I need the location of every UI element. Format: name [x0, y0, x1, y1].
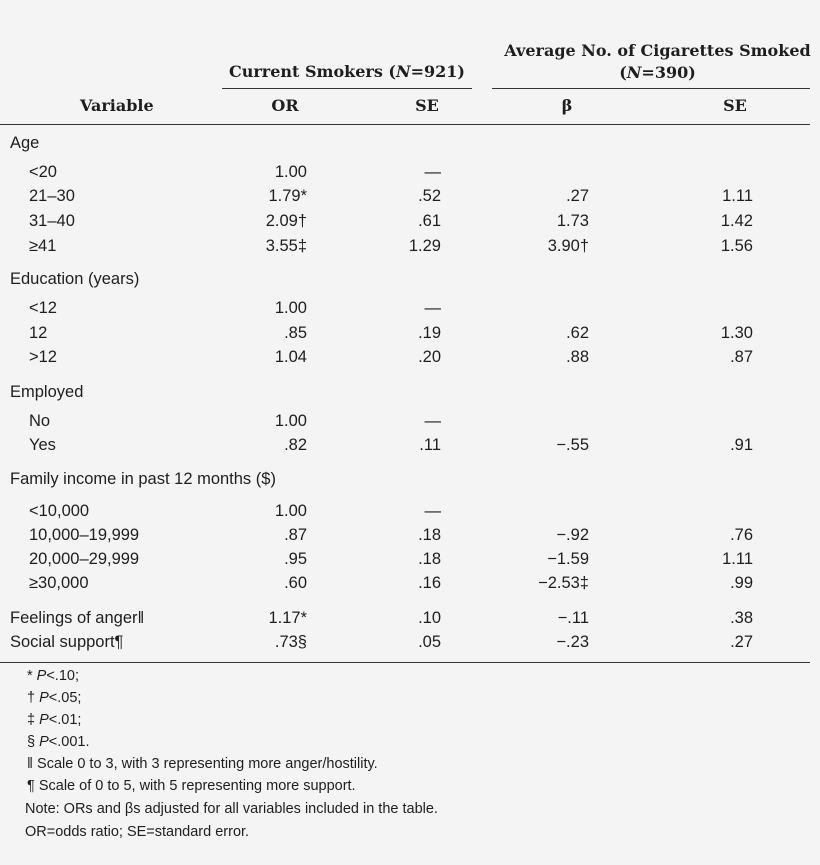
- cell-or: 3.55‡: [265, 237, 307, 255]
- cell-se1: —: [424, 299, 441, 317]
- cell-se2: 1.30: [720, 324, 753, 342]
- group-header-current-smokers: Current Smokers (N=921): [229, 62, 465, 81]
- cell-beta: −.55: [556, 436, 589, 454]
- cell-se1: .16: [418, 574, 441, 592]
- cell-beta: .88: [566, 348, 589, 366]
- footnote-p: P: [39, 712, 49, 728]
- row-label: >12: [29, 348, 57, 366]
- cell-se2: .99: [730, 574, 753, 592]
- footnote-p: P: [39, 734, 49, 750]
- cell-se1: .18: [418, 526, 441, 544]
- col-header-se1: SE: [415, 96, 439, 115]
- row-label: Employed: [10, 383, 84, 401]
- cell-se2: .27: [730, 633, 753, 651]
- group1-underline: [222, 88, 472, 89]
- row-label: ≥30,000: [29, 574, 89, 592]
- row-label: No: [29, 412, 51, 430]
- cell-se2: 1.56: [720, 237, 753, 255]
- cell-beta: .27: [566, 187, 589, 205]
- cell-se1: —: [424, 163, 441, 181]
- cell-or: 1.04: [274, 348, 307, 366]
- footnote-text: <.10;: [46, 668, 79, 684]
- cell-beta: 3.90†: [547, 237, 589, 255]
- cell-or: .82: [284, 436, 307, 454]
- footnote-text: Note: ORs and βs adjusted for all variables included in the table.: [25, 801, 438, 817]
- footnote-symbol: ‖: [27, 756, 38, 772]
- row-label: Education (years): [10, 270, 140, 288]
- row-label: 31–40: [29, 212, 75, 230]
- footnote-symbol: ‡: [27, 712, 40, 728]
- footnote-text: <.01;: [48, 712, 82, 728]
- row-label: Yes: [29, 436, 56, 454]
- cell-or: 1.00: [274, 163, 307, 181]
- footnote-text: <.001.: [48, 734, 90, 750]
- cell-or: 2.09†: [265, 212, 307, 230]
- cell-beta: −2.53‡: [538, 574, 589, 592]
- cell-or: .60: [284, 574, 307, 592]
- row-label: Feelings of anger‖: [10, 609, 145, 627]
- footnote-symbol: ¶: [27, 778, 39, 794]
- cell-beta: −.23: [556, 633, 589, 651]
- cell-or: 1.00: [274, 502, 307, 520]
- footnote: [27, 778, 356, 794]
- cell-se1: 1.29: [408, 237, 441, 255]
- cell-or: 1.00: [274, 412, 307, 430]
- row-label: 10,000–19,999: [29, 526, 140, 544]
- col-header-beta: β: [561, 96, 573, 115]
- cell-or: .95: [284, 550, 307, 568]
- cell-or: .85: [284, 324, 307, 342]
- col-header-variable: Variable: [80, 96, 154, 115]
- cell-se1: .11: [419, 436, 441, 454]
- col-header-or: OR: [271, 96, 299, 115]
- row-label: 12: [29, 324, 48, 342]
- row-label: Family income in past 12 months ($): [10, 470, 276, 488]
- cell-beta: −.92: [556, 526, 589, 544]
- row-label: 21–30: [29, 187, 75, 205]
- cell-se2: .87: [730, 348, 753, 366]
- header-bottom-rule: [0, 124, 810, 125]
- cell-beta: 1.73: [556, 212, 589, 230]
- cell-beta: −.11: [557, 609, 589, 627]
- cell-beta: .62: [566, 324, 589, 342]
- cell-se1: .18: [418, 550, 441, 568]
- footnote-text: Scale of 0 to 5, with 5 representing more support.: [38, 778, 356, 794]
- cell-se1: .10: [418, 609, 441, 627]
- cell-se1: —: [424, 502, 441, 520]
- cell-se1: .52: [418, 187, 441, 205]
- footnote: [27, 734, 89, 750]
- footnote: [25, 801, 438, 817]
- row-label: Social support¶: [10, 633, 124, 651]
- row-label: <12: [29, 299, 57, 317]
- row-label: <20: [29, 163, 57, 181]
- cell-se1: .20: [418, 348, 441, 366]
- cell-se1: .05: [418, 633, 441, 651]
- footnote: [27, 668, 79, 684]
- cell-beta: −1.59: [547, 550, 589, 568]
- footnote-text: <.05;: [48, 690, 82, 706]
- cell-or: 1.00: [274, 299, 307, 317]
- footnote-text: OR=odds ratio; SE=standard error.: [25, 824, 250, 840]
- cell-se1: .19: [418, 324, 441, 342]
- row-label: <10,000: [29, 502, 90, 520]
- cell-or: 1.17*: [268, 609, 307, 627]
- cell-or: .73§: [274, 633, 307, 651]
- footnote-symbol: †: [27, 690, 40, 706]
- cell-se2: .76: [730, 526, 753, 544]
- cell-se2: .38: [730, 609, 753, 627]
- cell-se2: .91: [730, 436, 753, 454]
- row-label: Age: [10, 134, 40, 152]
- group-header-cigarettes: Average No. of Cigarettes Smoked (N=390): [504, 41, 811, 82]
- cell-or: .87: [284, 526, 307, 544]
- cell-se2: 1.42: [720, 212, 753, 230]
- footnote: [27, 690, 81, 706]
- row-label: 20,000–29,999: [29, 550, 140, 568]
- row-label: ≥41: [29, 237, 57, 255]
- footnote-text: Scale 0 to 3, with 3 representing more anger/hostility.: [37, 756, 378, 772]
- table-bottom-rule: [0, 662, 810, 663]
- cell-se1: .61: [418, 212, 441, 230]
- cell-or: 1.79*: [268, 187, 307, 205]
- group2-underline: [492, 88, 810, 89]
- footnote-symbol: §: [27, 734, 40, 750]
- footnote: [25, 824, 249, 840]
- footnote-p: P: [39, 690, 49, 706]
- cell-se1: —: [424, 412, 441, 430]
- footnote: [27, 712, 81, 728]
- footnote-symbol: *: [27, 668, 37, 684]
- cell-se2: 1.11: [722, 550, 753, 568]
- cell-se2: 1.11: [722, 187, 753, 205]
- footnote: [27, 756, 378, 772]
- footnote-p: P: [36, 668, 47, 684]
- col-header-se2: SE: [723, 96, 747, 115]
